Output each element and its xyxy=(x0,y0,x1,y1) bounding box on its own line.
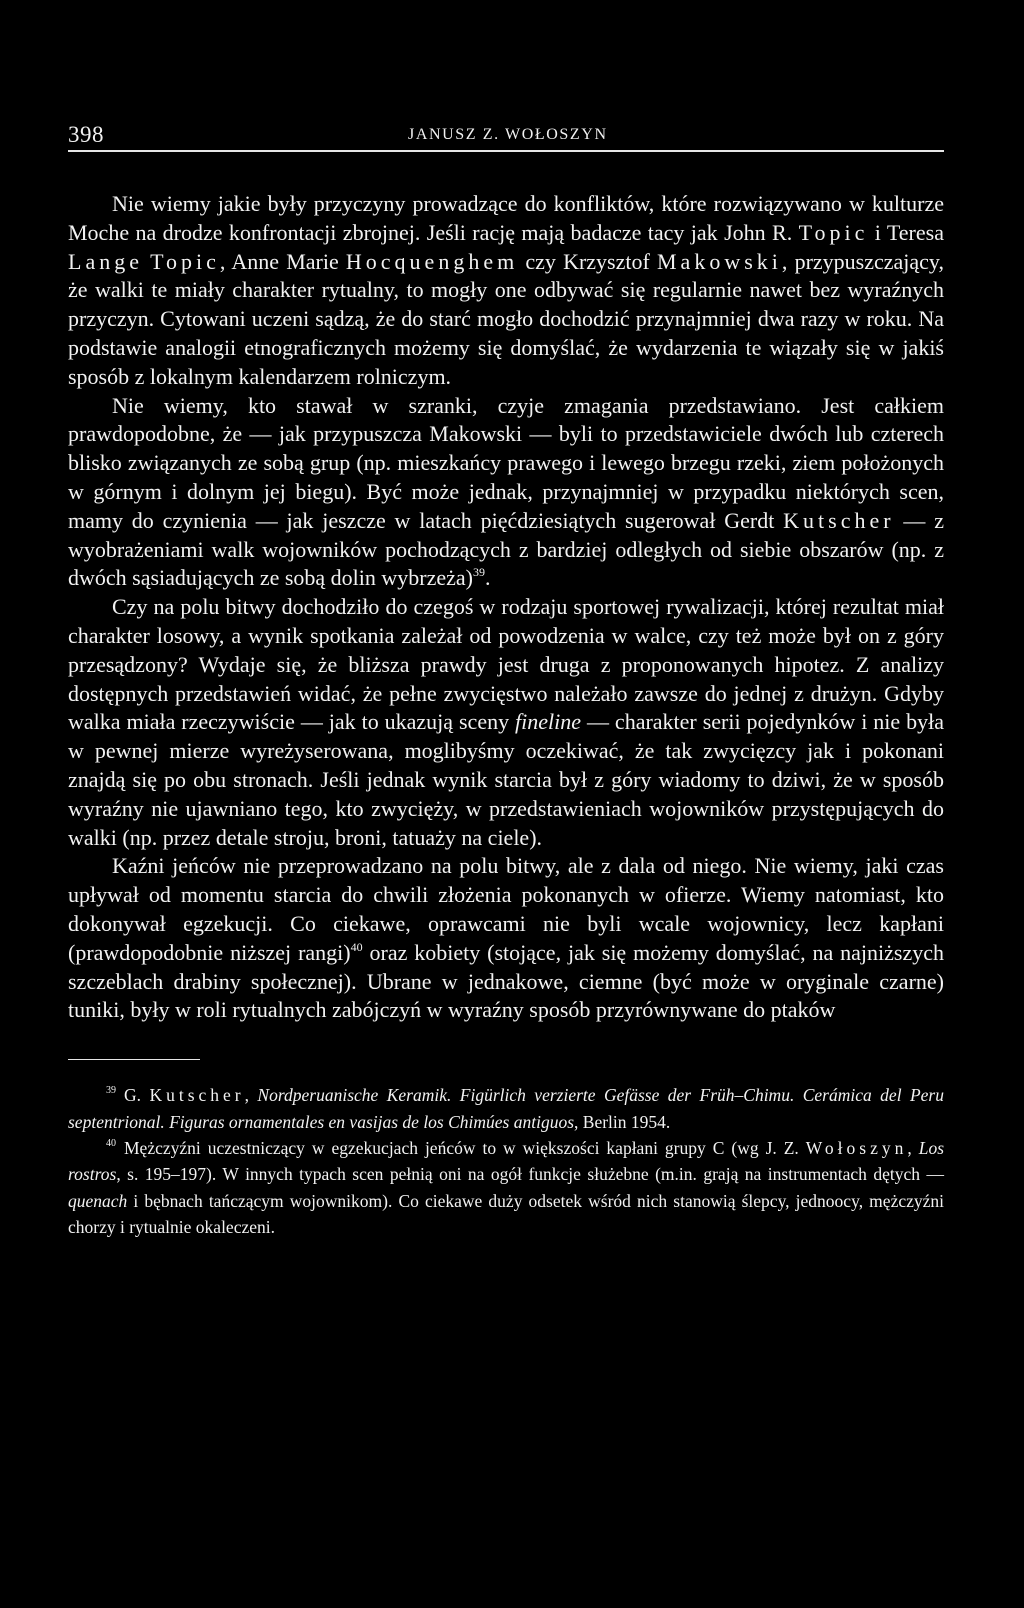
footnote-39: $^{39}$ G. Kutscher, Nordperuanische Keramik. Figürlich verzierte Gefässe der Früh–Chimu. Cerámica del Peru septentrional. Figuras ornamentales en vasijas de los Chimúes antiguos, Berlin 1954. xyxy=(68,1085,944,1132)
footnote-divider xyxy=(68,1059,200,1060)
paragraph-4: Kaźni jeńców nie przeprowadzano na polu bitwy, ale z dala od niego. Nie wiemy, jaki czas upływał od momentu starcia do chwili złożenia pokonanych w ofierze. Wiemy natomiast, kto dokonywał egzekucji. Co ciekawe, oprawcami nie byli wcale wojownicy, lecz kapłani (prawdopodobnie niższej rangi)$^{40}$ oraz kobiety (stojące, jak się możemy domyślać, na najniższych szczeblach drabiny społecznej). Ubrane w jednakowe, ciemne (być może w oryginale czarne) tuniki, były w roli rytualnych zabójczyń w wyraźny sposób przyrównywane do ptaków xyxy=(68,853,944,1023)
body-text xyxy=(68,190,944,1025)
paragraph-2: Nie wiemy, kto stawał w szranki, czyje zmagania przedstawiano. Jest całkiem prawdopodobne, że — jak przypuszcza Makowski — byli to przedstawiciele dwóch lub czterech blisko związanych ze sobą grup (np. mieszkańcy prawego i lewego brzegu rzeki, ziem położonych w górnym i dolnym jej biegu). Być może jednak, przynajmniej w przypadku niektórych scen, mamy do czynienia — jak jeszcze w latach pięćdziesiątych sugerował Gerdt Kutscher — z wyobrażeniami walk wojowników pochodzących z bardziej odległych od siebie obszarów (np. z dwóch sąsiadujących ze sobą dolin wybrzeża)$^{39}$. xyxy=(68,392,944,591)
document-page xyxy=(68,122,944,1241)
footnotes xyxy=(68,1082,944,1240)
footnote-ref-39: 39 xyxy=(473,565,486,580)
footnote-ref-40: 40 xyxy=(350,939,363,954)
running-head: JANUSZ Z. WOŁOSZYN xyxy=(408,126,608,143)
footnote-40: $^{40}$ Mężczyźni uczestniczący w egzekucjach jeńców to w większości kapłani grupy C (wg J. Z. Wołoszyn, Los rostros, s. 195–197). W innych typach scen pełnią oni na ogół funkcje służebne (m.in. grają na instrumentach dętych — quenach i bębnach tańczącym wojownikom). Co ciekawe duży odsetek wśród nich stanowią ślepcy, jednoocy, mężczyźni chorzy i rytualnie okaleczeni. xyxy=(68,1137,945,1238)
paragraph-1: Nie wiemy jakie były przyczyny prowadzące do konfliktów, które rozwiązywano w kulturze Moche na drodze konfrontacji zbrojnej. Jeśli rację mają badacze tacy jak John R. Topic i Teresa Lange Topic, Anne Marie Hocquenghem czy Krzysztof Makowski, przypuszczający, że walki te miały charakter rytualny, to mogły one odbywać się regularnie nawet bez wyraźnych przyczyn. Cytowani uczeni sądzą, że do starć mogło dochodzić przynajmniej dwa razy w roku. Na podstawie analogii etnograficznych możemy się domyślać, że wydarzenia te wiązały się w jakiś sposób z lokalnym kalendarzem rolniczym. xyxy=(68,191,944,389)
page-header xyxy=(68,122,944,152)
paragraph-3: Czy na polu bitwy dochodziło do czegoś w rodzaju sportowej rywalizacji, której rezultat miał charakter losowy, a wynik spotkania zależał od powodzenia w walce, czy też może był on z góry przesądzony? Wydaje się, że bliższa prawdy jest druga z proponowanych hipotez. Z analizy dostępnych przedstawień widać, że pełne zwycięstwo należało zawsze do jednej z drużyn. Gdyby walka miała rzeczywiście — jak to ukazują sceny fineline — charakter serii pojedynków i nie była w pewnej mierze wyreżyserowana, moglibyśmy oczekiwać, że tak zwycięzcy jak i pokonani znajdą się po obu stronach. Jeśli jednak wynik starcia był z góry wiadomy to dziwi, że w sposób wyraźny nie ujawniano tego, kto zwycięży, w przedstawieniach wojowników przystępujących do walki (np. przez detale stroju, broni, tatuaży na ciele). xyxy=(68,594,944,850)
page-number: 398 xyxy=(68,122,104,147)
